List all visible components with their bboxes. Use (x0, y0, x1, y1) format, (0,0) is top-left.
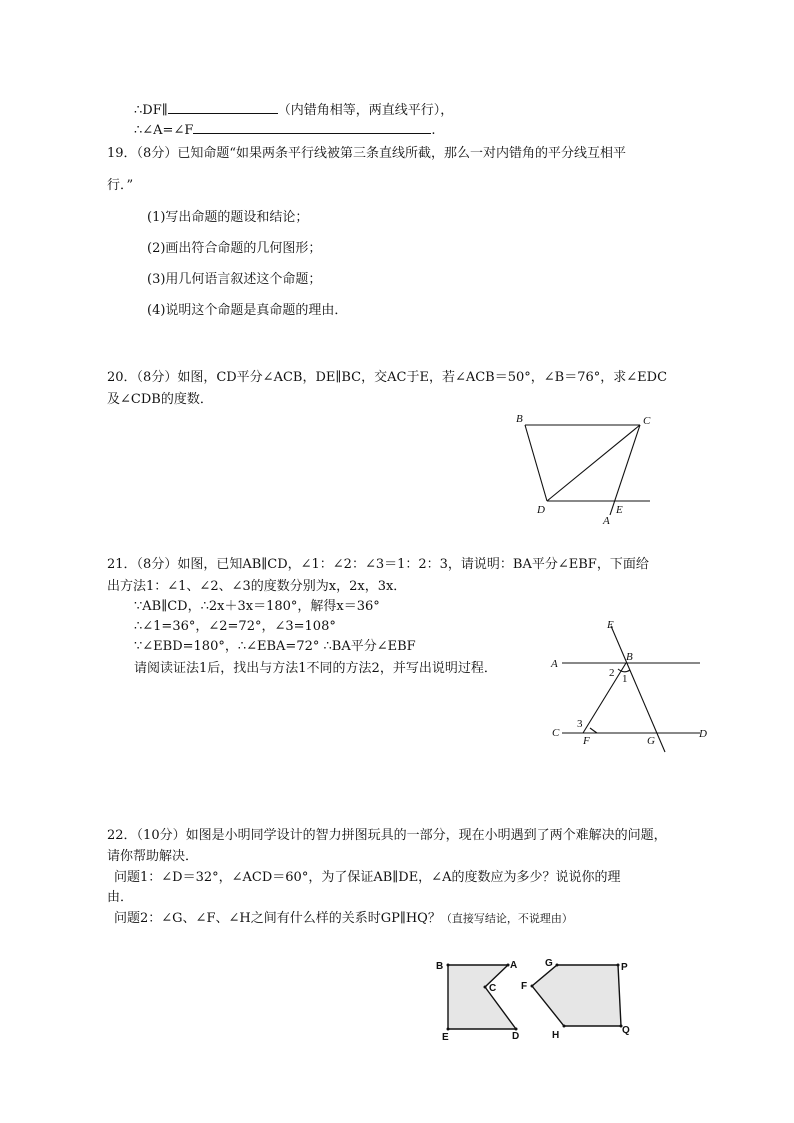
q19-item-1: (1)写出命题的题设和结论； (147, 210, 309, 225)
label-h: H (552, 1030, 560, 1041)
label-c: C (489, 983, 497, 994)
label-a: A (551, 658, 558, 670)
puzzle-piece-left (448, 965, 516, 1029)
label-f: F (583, 735, 590, 747)
label-angle-2: 2 (609, 667, 615, 679)
q22-line-4: 由． (107, 890, 134, 905)
segment-bf (583, 663, 626, 733)
label-d: D (512, 1031, 520, 1042)
q21-line-2: 出方法1：∠1、∠2、∠3的度数分别为x，2x，3x． (107, 579, 407, 594)
label-a: A (603, 515, 610, 527)
proof-line-2-suffix: . (431, 123, 436, 138)
q22-note: （直接写结论，不说理由） (440, 912, 573, 925)
answer-blank[interactable] (193, 120, 431, 134)
label-d: D (699, 728, 707, 740)
q20-figure (500, 405, 670, 530)
label-e: E (442, 1032, 449, 1043)
q21-line-5: ∵∠EBD=180°，∴∠EBA=72° ∴BA平分∠EBF (134, 639, 416, 654)
label-b: B (436, 961, 444, 972)
q22-question-2: 问题2：∠G、∠F、∠H之间有什么样的关系时GP∥HQ？ (114, 911, 441, 926)
proof-line-1-suffix: （内错角相等，两直线平行）， (277, 103, 454, 118)
q21-line-6: 请阅读证法1后，找出与方法1不同的方法2，并写出说明过程． (134, 661, 497, 676)
q20-line-2: 及∠CDB的度数． (107, 392, 213, 407)
q22-figure-right (512, 955, 637, 1045)
q19-heading: 19．（8分）已知命题“如果两条平行线被第三条直线所截，那么一对内错角的平分线互相平 (107, 146, 626, 161)
q22-line-1: 22．（10分）如图是小明同学设计的智力拼图玩具的一部分，现在小明遇到了两个难解决的问题， (107, 828, 667, 843)
label-g: G (647, 735, 655, 747)
label-a: A (510, 960, 518, 971)
q19-item-4: (4)说明这个命题是真命题的理由． (147, 303, 348, 318)
label-angle-1: 1 (622, 673, 628, 685)
proof-line-2-prefix: ∴∠A=∠F (134, 123, 194, 138)
q21-line-4: ∴∠1=36°，∠2=72°，∠3=108° (134, 619, 336, 634)
label-e: E (607, 619, 614, 631)
proof-line-1-prefix: ∴DF∥ (134, 103, 168, 118)
label-e: E (616, 504, 623, 516)
proof-line-1 (134, 100, 453, 119)
angle-arc (590, 728, 597, 733)
q22-line-3: 问题1：∠D＝32°，∠ACD＝60°，为了保证AB∥DE，∠A的度数应为多少？说说你的理 (114, 870, 621, 885)
angle-arc (618, 669, 630, 672)
label-g: G (545, 958, 553, 969)
segment-bd (525, 425, 547, 501)
proof-line-2 (134, 120, 436, 139)
label-f: F (521, 981, 528, 992)
label-angle-3: 3 (577, 718, 583, 730)
q22-line-2: 请你帮助解决． (107, 849, 199, 864)
q21-line-3: ∵AB∥CD，∴2x＋3x＝180°，解得x＝36° (134, 599, 380, 614)
q20-line-1: 20．（8分）如图，CD平分∠ACB，DE∥BC，交AC于E，若∠ACB＝50°，∠B＝76°，求∠EDC (107, 370, 668, 385)
label-c: C (552, 727, 560, 739)
answer-blank[interactable] (168, 100, 278, 114)
q19-heading-cont: 行．” (107, 178, 134, 193)
q22-line-5 (114, 911, 573, 927)
segment-dc (547, 425, 640, 501)
label-p: P (621, 962, 628, 973)
label-c: C (643, 415, 651, 427)
q19-item-2: (2)画出符合命题的几何图形； (147, 241, 322, 256)
q19-item-3: (3)用几何语言叙述这个命题； (147, 272, 322, 287)
q21-line-1: 21．（8分）如图，已知AB∥CD，∠1：∠2：∠3＝1：2：3，请说明：BA平分∠EBF，下面给 (107, 557, 649, 572)
label-b: B (516, 413, 523, 425)
puzzle-piece-right (532, 965, 621, 1026)
label-d: D (537, 504, 545, 516)
label-q: Q (622, 1025, 630, 1036)
q21-figure (548, 618, 718, 758)
label-b: B (626, 651, 633, 663)
